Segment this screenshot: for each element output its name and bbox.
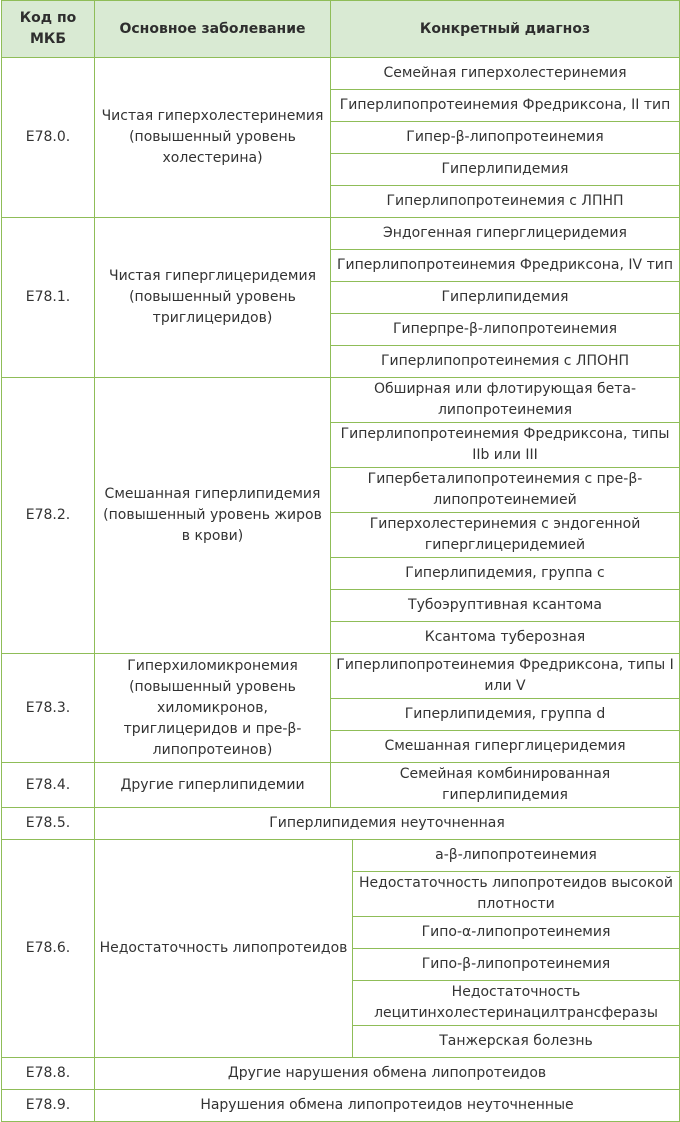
disease-name: Недостаточность липопротеидов [95,840,353,1058]
diagnosis-cell: Танжерская болезнь [353,1026,680,1058]
table-row [2,378,680,423]
disease-name: Другие гиперлипидемии [95,763,331,808]
header-disease: Основное заболевание [95,1,331,58]
icd-code: E78.1. [2,218,95,378]
diagnosis-cell: Семейная комбинированная гиперлипидемия [331,763,680,808]
table-row [2,218,680,250]
diagnosis-cell: Смешанная гиперглицеридемия [331,731,680,763]
diagnosis-cell: Гиперлипопротеинемия с ЛПНП [331,186,680,218]
diagnosis-cell: Гиперлипопротеинемия Фредриксона, II тип [331,90,680,122]
table-row [2,763,680,808]
disease-name: Смешанная гиперлипидемия (повышенный уровень жиров в крови) [95,378,331,654]
header-code: Код по МКБ [2,1,95,58]
disease-name: Чистая гиперглицеридемия (повышенный уровень триглицеридов) [95,218,331,378]
icd-code: E78.8. [2,1058,95,1090]
diagnosis-cell: Другие нарушения обмена липопротеидов [95,1058,680,1090]
icd-code: E78.2. [2,378,95,654]
diagnosis-cell: Гиперлипидемия [331,282,680,314]
table-row [2,654,680,699]
diagnosis-cell: Эндогенная гиперглицеридемия [331,218,680,250]
table-header-row [2,1,680,58]
diagnosis-cell: Гиперлипопротеинемия Фредриксона, типы IIb или III [331,423,680,468]
disease-name: Гиперхиломикронемия (повышенный уровень хиломикронов, триглицеридов и пре-β-липопротеинов) [95,654,331,763]
diagnosis-cell: Гипо-α-липопротеинемия [353,917,680,949]
diagnosis-cell: Семейная гиперхолестеринемия [331,58,680,90]
icd-e78-table [1,0,680,1122]
icd-code: E78.3. [2,654,95,763]
disease-name: Чистая гиперхолестеринемия (повышенный уровень холестерина) [95,58,331,218]
diagnosis-cell: Гиперпре-β-липопротеинемия [331,314,680,346]
diagnosis-cell: Нарушения обмена липопротеидов неуточненные [95,1090,680,1122]
icd-code: E78.4. [2,763,95,808]
table-row [2,808,680,840]
table-row [2,840,680,872]
icd-code: E78.9. [2,1090,95,1122]
diagnosis-cell: Недостаточность лецитинхолестеринацилтрансферазы [353,981,680,1026]
diagnosis-cell: Гипербеталипопротеинемия с пре-β-липопротеинемией [331,468,680,513]
diagnosis-cell: Гиперлипидемия, группа d [331,699,680,731]
table-row [2,1090,680,1122]
diagnosis-cell: Гиперлипопротеинемия Фредриксона, IV тип [331,250,680,282]
diagnosis-cell: Гиперлипопротеинемия с ЛПОНП [331,346,680,378]
diagnosis-cell: Недостаточность липопротеидов высокой плотности [353,872,680,917]
diagnosis-cell: Гиперхолестеринемия с эндогенной гиперглицеридемией [331,513,680,558]
table-row [2,1058,680,1090]
diagnosis-cell: Тубоэруптивная ксантома [331,590,680,622]
table-row [2,58,680,90]
icd-code: E78.0. [2,58,95,218]
header-diagnosis: Конкретный диагноз [331,1,680,58]
diagnosis-cell: Ксантома туберозная [331,622,680,654]
icd-code: E78.5. [2,808,95,840]
diagnosis-cell: Гиперлипидемия неуточненная [95,808,680,840]
diagnosis-cell: Гиперлипидемия [331,154,680,186]
icd-code: E78.6. [2,840,95,1058]
diagnosis-cell: Гипо-β-липопротеинемия [353,949,680,981]
diagnosis-cell: Гиперлипопротеинемия Фредриксона, типы I или V [331,654,680,699]
diagnosis-cell: Гиперлипидемия, группа с [331,558,680,590]
diagnosis-cell: Гипер-β-липопротеинемия [331,122,680,154]
diagnosis-cell: a-β-липопротеинемия [353,840,680,872]
diagnosis-cell: Обширная или флотирующая бета-липопротеинемия [331,378,680,423]
